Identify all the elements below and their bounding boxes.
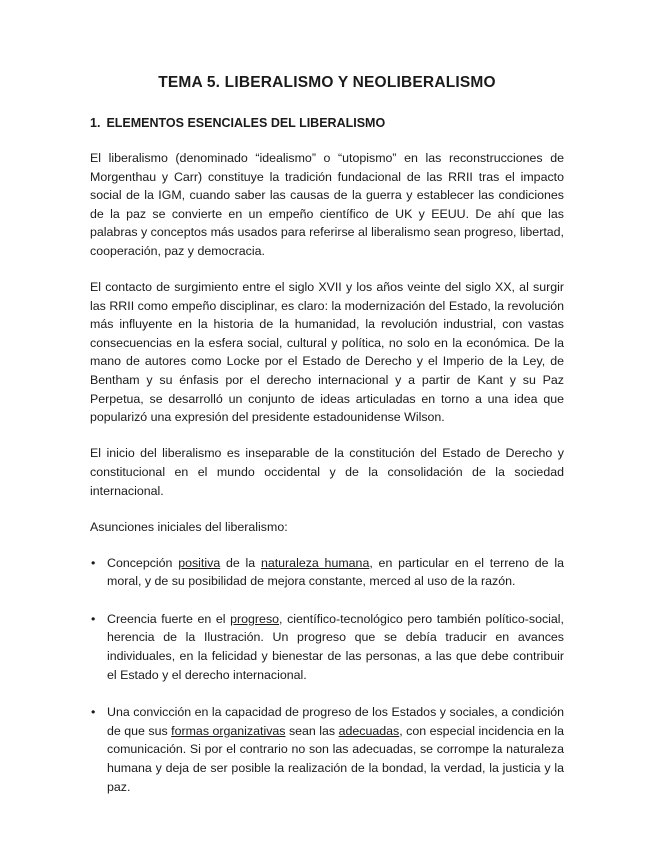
list-item-text: Concepción — [107, 555, 179, 570]
assumptions-intro: Asunciones iniciales del liberalismo: — [90, 519, 288, 534]
underlined-term: adecuadas — [338, 723, 400, 738]
list-item-text: sean las — [285, 723, 339, 738]
list-item — [90, 610, 564, 684]
list-item — [90, 703, 564, 796]
underlined-term: naturaleza humana — [260, 555, 370, 570]
bullet-icon: • — [91, 611, 96, 626]
bullet-icon: • — [91, 555, 96, 570]
paragraph-1: El liberalismo (denominado “idealismo” o “utopismo” en las reconstrucciones de Morgenthau y Carr) constituye la tradición fundacional de las RRII tras el impacto social de la IGM, cuando saber las causas de la guerra y establecer las condiciones de la paz se convierte en un empeño científico de UK y EEUU. De ahí que las palabras y conceptos más usados para referirse al liberalismo sean progreso, libertad, cooperación, paz y democracia. — [90, 151, 564, 258]
underlined-term: positiva — [178, 555, 221, 570]
document-title: TEMA 5. LIBERALISMO Y NEOLIBERALISMO — [158, 74, 496, 91]
underlined-term: progreso — [230, 611, 280, 626]
section-heading — [90, 116, 564, 130]
list-item-text: de la — [220, 555, 261, 570]
list-item-text: Una convicción en la capacidad de progreso de los Estados y sociales, a condición de que sus — [107, 705, 564, 738]
list-item-text: , en particular en el terreno de la moral, y de su posibilidad de mejora constante, merced al uso de la razón. — [107, 555, 564, 589]
paragraph-3: El inicio del liberalismo es inseparable de la constitución del Estado de Derecho y constitucional en el mundo occidental y de la consolidación de la sociedad internacional. — [90, 446, 564, 498]
section-number: 1. — [90, 116, 101, 130]
assumptions-list — [90, 554, 564, 797]
bullet-icon: • — [91, 705, 96, 720]
list-item-text: Creencia fuerte en el — [107, 611, 231, 626]
list-item-text: , con especial incidencia en la comunicación. Si por el contrario no son las adecuadas, se corrompe la naturaleza humana y deja de ser posible la realización de la bondad, la verdad, la justicia y la paz. — [107, 723, 564, 794]
list-item-text: , científico-tecnológico pero también político-social, herencia de la Ilustración. Un progreso que se debía traducir en avances individuales, en la felicidad y bienestar de las personas, a las que debe contribuir el Estado y el derecho internacional. — [107, 611, 564, 682]
underlined-term: formas organizativas — [171, 723, 286, 738]
paragraph-2: El contacto de surgimiento entre el siglo XVII y los años veinte del siglo XX, al surgir las RRII como empeño disciplinar, es claro: la modernización del Estado, la revolución más influyente en la historia de la humanidad, la revolución industrial, con vastas consecuencias en la esfera social, cultural y política, no solo en la económica. De la mano de autores como Locke por el Estado de Derecho y el Imperio de la Ley, de Bentham y su énfasis por el derecho internacional y a partir de Kant y su Paz Perpetua, se desarrolló un conjunto de ideas articuladas en torno a una idea que popularizó una expresión del presidente estadounidense Wilson. — [90, 280, 564, 425]
section-heading-text: ELEMENTOS ESENCIALES DEL LIBERALISMO — [106, 116, 386, 130]
list-item — [90, 554, 564, 591]
document-page — [90, 74, 564, 815]
